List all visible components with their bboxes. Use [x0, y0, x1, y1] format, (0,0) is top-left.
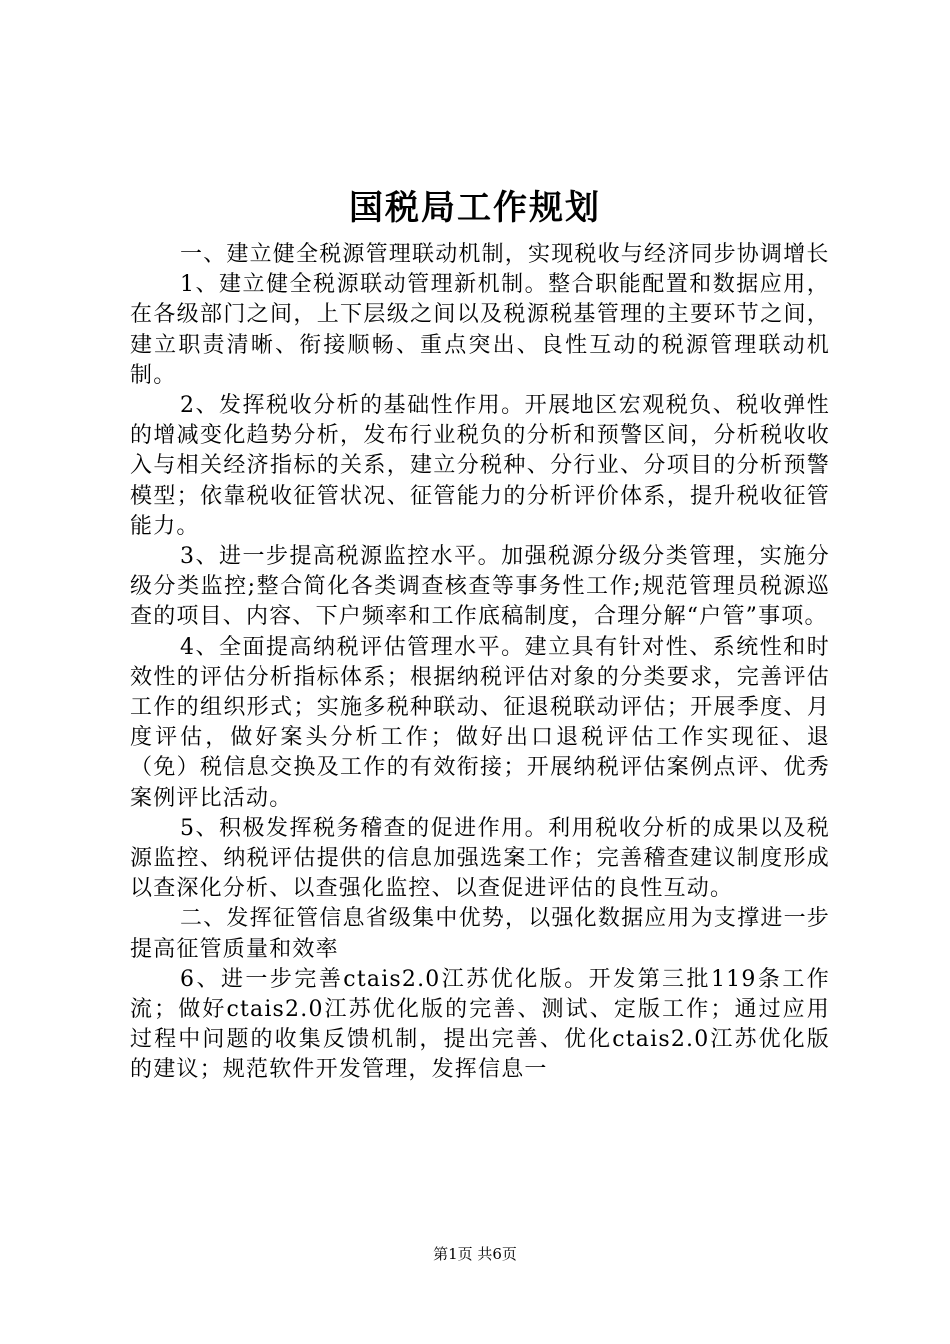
paragraph-item-1: 1、建立健全税源联动管理新机制。整合职能配置和数据应用，在各级部门之间，上下层级之间以及税源税基管理的主要环节之间，建立职责清晰、衔接顺畅、重点突出、良性互动的税源管理联动机制。	[130, 272, 830, 388]
section-heading-1: 一、建立健全税源管理联动机制，实现税收与经济同步协调增长	[180, 242, 830, 267]
paragraph-item-2: 2、发挥税收分析的基础性作用。开展地区宏观税负、税收弹性的增减变化趋势分析，发布行业税负的分析和预警区间，分析税收收入与相关经济指标的关系，建立分税种、分行业、分项目的分析预警模型；依靠税收征管状况、征管能力的分析评价体系，提升税收征管能力。	[130, 393, 830, 539]
document-body	[130, 240, 830, 1086]
paragraph-item-4: 4、全面提高纳税评估管理水平。建立具有针对性、系统性和时效性的评估分析指标体系；根据纳税评估对象的分类要求，完善评估工作的组织形式；实施多税种联动、征退税联动评估；开展季度、月度评估，做好案头分析工作；做好出口退税评估工作实现征、退（免）税信息交换及工作的有效衔接；开展纳税评估案例点评、优秀案例评比活动。	[130, 634, 830, 811]
section-heading-2: 二、发挥征管信息省级集中优势，以强化数据应用为支撑进一步提高征管质量和效率	[130, 906, 830, 962]
page-title: 国税局工作规划	[349, 188, 601, 228]
paragraph-item-3: 3、进一步提高税源监控水平。加强税源分级分类管理，实施分级分类监控;整合简化各类调查核查等事务性工作;规范管理员税源巡查的项目、内容、下户频率和工作底稿制度，合理分解“户管”事项。	[130, 544, 830, 630]
paragraph-item-6: 6、进一步完善ctais2.0江苏优化版。开发第三批119条工作流；做好ctais2.0江苏优化版的完善、测试、定版工作；通过应用过程中问题的收集反馈机制，提出完善、优化ctais2.0江苏优化版的建议；规范软件开发管理，发挥信息一	[130, 966, 830, 1083]
page-footer: 第1页 共6页	[433, 1245, 517, 1263]
paragraph-item-5: 5、积极发挥税务稽查的促进作用。利用税收分析的成果以及税源监控、纳税评估提供的信息加强选案工作；完善稽查建议制度形成以查深化分析、以查强化监控、以查促进评估的良性互动。	[130, 815, 830, 902]
